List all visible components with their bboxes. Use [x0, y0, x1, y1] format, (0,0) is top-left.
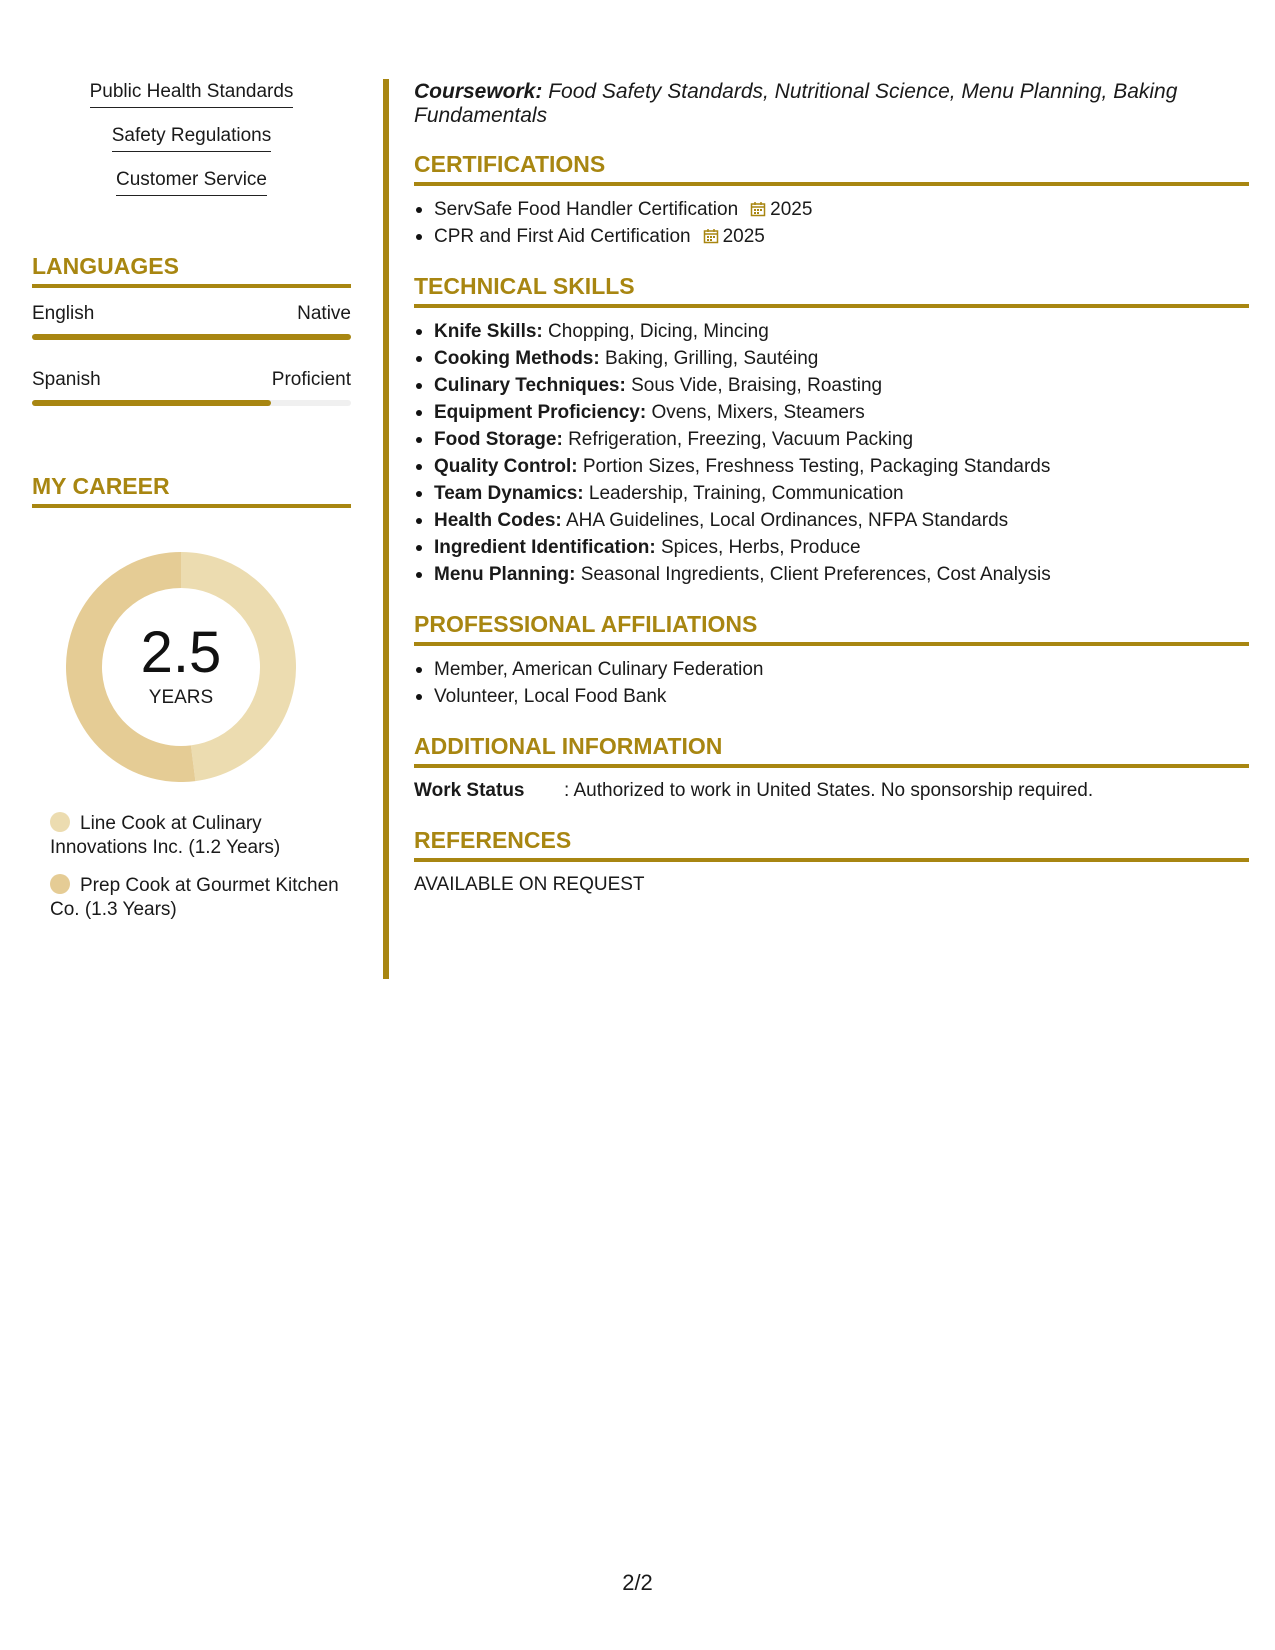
additional-info-title: ADDITIONAL INFORMATION: [414, 732, 1249, 768]
work-status-row: [414, 778, 1249, 804]
references-section: [414, 826, 1249, 898]
certification-year: 2025: [722, 226, 765, 247]
sidebar: [32, 80, 351, 936]
skill-tag: Customer Service: [116, 168, 267, 196]
certifications-title: CERTIFICATIONS: [414, 150, 1249, 186]
language-level: Proficient: [271, 369, 351, 390]
language-bar-fill: [32, 400, 271, 406]
coursework: [414, 80, 1249, 128]
calendar-icon: [703, 228, 719, 244]
career-total: 2.5: [140, 620, 222, 685]
certification-year: 2025: [770, 199, 813, 220]
certification-item: [414, 196, 1249, 223]
career-donut-chart: [66, 552, 296, 782]
language-level: Native: [297, 303, 351, 324]
skill-value: Sous Vide, Braising, Roasting: [631, 375, 883, 396]
skill-key: Menu Planning:: [434, 564, 576, 585]
skill-key: Health Codes:: [434, 510, 562, 531]
coursework-text: Food Safety Standards, Nutritional Science, Menu Planning, Baking Fundamentals: [414, 80, 1178, 127]
skill-value: AHA Guidelines, Local Ordinances, NFPA Standards: [565, 510, 1009, 531]
additional-info-section: [414, 732, 1249, 804]
skill-value: Spices, Herbs, Produce: [660, 537, 861, 558]
skill-value: Seasonal Ingredients, Client Preferences, Cost Analysis: [580, 564, 1051, 585]
technical-skill-item: [414, 399, 1249, 426]
skill-tag: Safety Regulations: [112, 124, 272, 152]
language-item: [32, 302, 351, 340]
technical-skill-item: [414, 507, 1249, 534]
legend-dot: [50, 812, 70, 832]
legend-label: Line Cook at Culinary Innovations Inc. (1.2 Years): [50, 813, 281, 858]
technical-skill-item: [414, 426, 1249, 453]
page-number: 2/2: [622, 1570, 653, 1595]
language-item: [32, 368, 351, 406]
certifications-section: [414, 150, 1249, 250]
references-title: REFERENCES: [414, 826, 1249, 862]
skill-value: Ovens, Mixers, Steamers: [651, 402, 865, 423]
legend-label: Prep Cook at Gourmet Kitchen Co. (1.3 Years): [50, 875, 339, 920]
references-text: AVAILABLE ON REQUEST: [414, 874, 645, 895]
legend-dot: [50, 874, 70, 894]
technical-skill-item: [414, 372, 1249, 399]
technical-skills-title: TECHNICAL SKILLS: [414, 272, 1249, 308]
certification-item: [414, 223, 1249, 250]
affiliation-item: Member, American Culinary Federation: [414, 656, 1249, 683]
affiliations-title: PROFESSIONAL AFFILIATIONS: [414, 610, 1249, 646]
skill-key: Cooking Methods:: [434, 348, 600, 369]
coursework-label: Coursework:: [414, 80, 543, 103]
skill-tags: [32, 80, 351, 212]
legend-item: [50, 874, 351, 922]
technical-skill-item: [414, 480, 1249, 507]
work-status-value: : Authorized to work in United States. No sponsorship required.: [564, 780, 1094, 801]
career-unit: YEARS: [148, 687, 214, 708]
technical-skill-item: [414, 318, 1249, 345]
legend-item: [50, 812, 351, 860]
language-name: Spanish: [32, 369, 101, 390]
skill-value: Baking, Grilling, Sautéing: [604, 348, 819, 369]
language-bar-fill: [32, 334, 351, 340]
languages-title: LANGUAGES: [32, 252, 351, 288]
career-legend: [32, 812, 351, 922]
skill-key: Food Storage:: [434, 429, 563, 450]
skill-value: Chopping, Dicing, Mincing: [548, 321, 769, 342]
skill-value: Refrigeration, Freezing, Vacuum Packing: [568, 429, 914, 450]
work-status-label: Work Status: [414, 780, 525, 801]
affiliation-item: Volunteer, Local Food Bank: [414, 683, 1249, 710]
skill-key: Quality Control:: [434, 456, 578, 477]
certification-name: CPR and First Aid Certification: [434, 226, 691, 247]
certification-name: ServSafe Food Handler Certification: [434, 199, 739, 220]
column-divider: [383, 79, 389, 979]
skill-key: Equipment Proficiency:: [434, 402, 647, 423]
languages-section: [32, 252, 351, 406]
technical-skill-item: [414, 561, 1249, 588]
calendar-icon: [750, 201, 766, 217]
technical-skill-item: [414, 345, 1249, 372]
skill-tag: Public Health Standards: [90, 80, 294, 108]
affiliations-section: [414, 610, 1249, 710]
language-bar: [32, 334, 351, 340]
technical-skill-item: [414, 534, 1249, 561]
skill-key: Team Dynamics:: [434, 483, 584, 504]
career-title: MY CAREER: [32, 472, 351, 508]
technical-skill-item: [414, 453, 1249, 480]
technical-skills-section: [414, 272, 1249, 588]
skill-value: Portion Sizes, Freshness Testing, Packaging Standards: [582, 456, 1051, 477]
skill-key: Culinary Techniques:: [434, 375, 626, 396]
main-content: [414, 80, 1249, 898]
skill-key: Knife Skills:: [434, 321, 543, 342]
language-name: English: [32, 303, 95, 324]
skill-value: Leadership, Training, Communication: [588, 483, 904, 504]
skill-key: Ingredient Identification:: [434, 537, 656, 558]
language-bar: [32, 400, 351, 406]
career-section: [32, 472, 351, 922]
